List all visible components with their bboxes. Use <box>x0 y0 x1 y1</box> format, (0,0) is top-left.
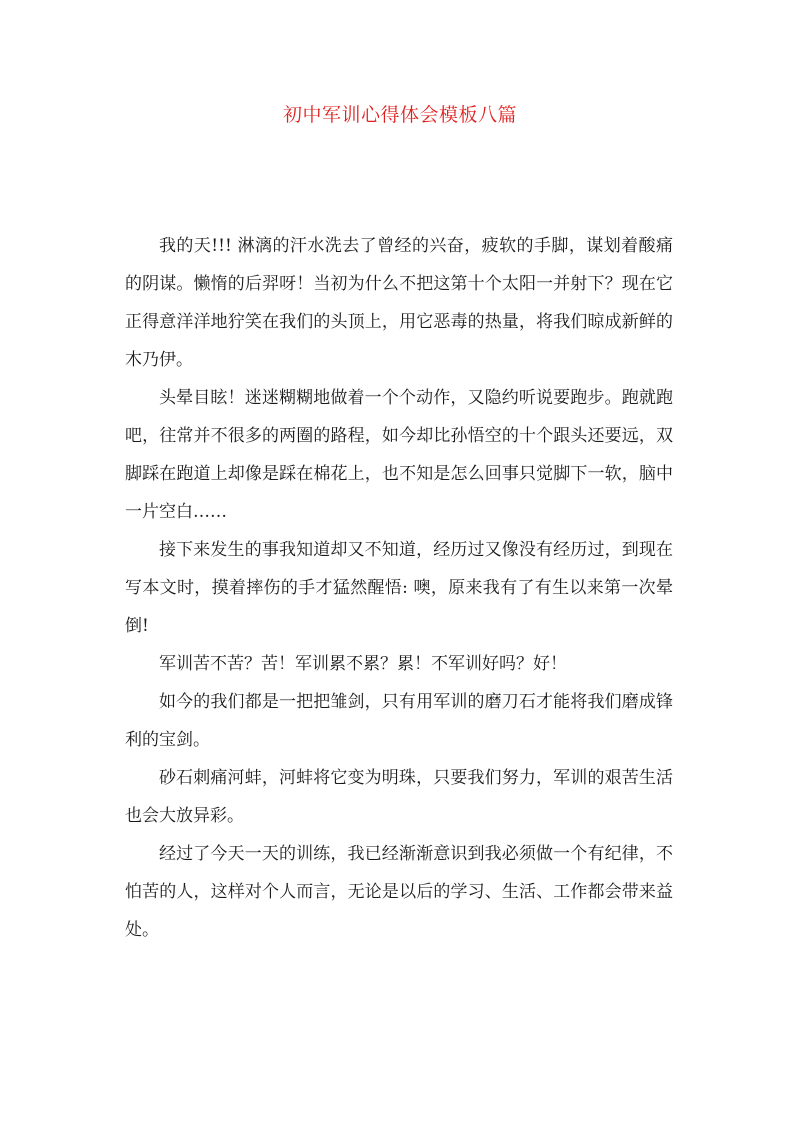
paragraph: 砂石刺痛河蚌，河蚌将它变为明珠，只要我们努力，军训的艰苦生活也会大放异彩。 <box>125 768 673 826</box>
paragraph: 头晕目眩！迷迷糊糊地做着一个个动作，又隐约听说要跑步。跑就跑吧，往常并不很多的两圈的路程，如今却比孙悟空的十个跟头还要远，双脚踩在跑道上却像是踩在棉花上，也不知是怎么回事只觉脚下一软，脑中一片空白…… <box>125 388 673 522</box>
paragraph: 如今的我们都是一把把雏剑，只有用军训的磨刀石才能将我们磨成锋利的宝剑。 <box>125 692 673 750</box>
paragraph: 军训苦不苦？苦！军训累不累？累！不军训好吗？好！ <box>159 654 567 674</box>
paragraph: 接下来发生的事我知道却又不知道，经历过又像没有经历过，到现在写本文时，摸着摔伤的手才猛然醒悟: 噢，原来我有了有生以来第一次晕倒! <box>125 540 673 636</box>
paragraph: 我的天!!! 淋漓的汗水洗去了曾经的兴奋，疲软的手脚，谋划着酸痛的阴谋。懒惰的后羿呀！当初为什么不把这第十个太阳一并射下？现在它正得意洋洋地狞笑在我们的头顶上，用它恶毒的热量，将我们晾成新鲜的木乃伊。 <box>125 236 673 370</box>
paragraph: 经过了今天一天的训练，我已经渐渐意识到我必须做一个有纪律，不怕苦的人，这样对个人而言，无论是以后的学习、生活、工作都会带来益处。 <box>125 844 673 940</box>
document-title: 初中军训心得体会模板八篇 <box>282 104 517 126</box>
document-body <box>125 227 673 949</box>
